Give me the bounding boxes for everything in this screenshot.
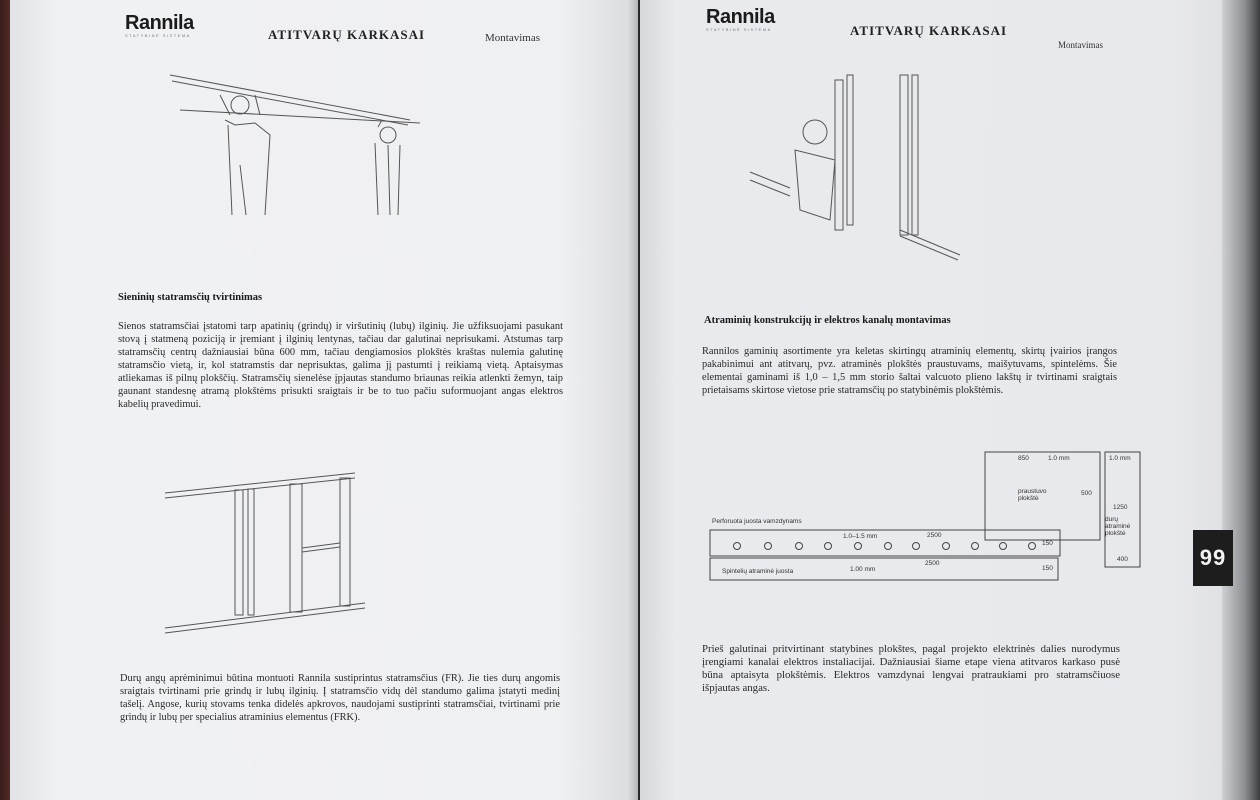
header-section: Montavimas [1058, 40, 1103, 50]
perforated-strip-end: 150 [1042, 540, 1053, 547]
cabinet-strip-thickness: 1.00 mm [850, 566, 876, 573]
cabinet-strip-end: 150 [1042, 565, 1053, 572]
body-paragraph-1: Sienos statramsčiai įstatomi tarp apatinių (grindų) ir viršutinių (lubų) ilginių. Jie užfiksuojami pasukant stovą į statmeną poziciją ir įremiant į ilginių lentynas, tačiau dar galutinai neprisukami. Atstumas tarp statramsčių centrų dažniausiai būna 600 mm, tačiau dengiamosios plokštės kraštas nulemia galutinę statramsčio vietą, ir, kol statramstis dar neprisuktas, galima jį pastumti į reikiamą vietą. Aptaisymas atliekamas iš pilnų plokščių. Statramsčių sienelėse įpjautas standumo briaunas reikia atlenkti žemyn, taip gaunant standesnę atramą plokštėms prisukti sraigtais ir be to tuo pačiu suformuojant angas elektros kabelių pravedimui. [118, 321, 563, 410]
basin-plate-label: praustuvo plokštė [1018, 488, 1047, 502]
rannila-logo: Rannila STATYBINĖ SISTEMA [706, 6, 775, 32]
basin-plate-thickness: 1.0 mm [1048, 455, 1070, 462]
worker-stud-illustration [750, 70, 970, 260]
basin-plate-height: 500 [1081, 490, 1092, 497]
left-page [10, 0, 638, 800]
page-number-tab: 99 [1193, 530, 1233, 586]
cabinet-strip-label: Spintelių atraminė juosta [722, 568, 794, 575]
perforated-strip-length: 2500 [927, 532, 942, 539]
perforated-strip-label: Perforuota juosta vamzdynams [712, 518, 802, 525]
body-paragraph-2: Durų angų aprėminimui būtina montuoti Rannila sustiprintus statramsčius (FR). Jie ties durų angomis sraigtais tvirtinami prie grindų ir lubų ilginių. Į statramsčio vidų dėl standumo galima įstatyti medinį tašelį. Angose, kurių stovams tenka didelės apkrovos, naudojami sustiprinti statramsčiai, tvirtinami prie grindų ir lubų per specialius atraminius elementus (FRK). [120, 673, 560, 723]
basin-plate-width: 850 [1018, 455, 1029, 462]
workers-illustration [160, 65, 430, 225]
door-plate-width: 400 [1117, 556, 1128, 563]
door-plate-thickness: 1.0 mm [1109, 455, 1131, 462]
page-edge [1222, 0, 1260, 800]
rannila-logo: Rannila STATYBINĖ SISTEMA [125, 12, 194, 38]
door-plate-label: durų atraminė plokštė [1105, 516, 1131, 537]
header-section: Montavimas [485, 32, 540, 44]
right-page [640, 0, 1230, 800]
header-title: ATITVARŲ KARKASAI [268, 27, 426, 42]
body-paragraph-2: Prieš galutinai pritvirtinant statybines plokštes, pagal projekto elektrinės dalies nurodymus įrengiami kanalai elektros instaliacijai. Dažniausiai šiame etape viena atitvaros karkaso pusė būna aptaisyta plokštėmis. Elektros vamzdynai lengvai pratraukiami pro statramsčiuose išpjautas angas. [702, 643, 1120, 694]
perforated-strip-thickness: 1.0–1.5 mm [843, 533, 878, 540]
section-heading: Atraminių konstrukcijų ir elektros kanalų montavimas [704, 315, 951, 326]
door-plate-height: 1250 [1113, 504, 1128, 511]
section-heading: Sieninių statramsčių tvirtinimas [118, 292, 263, 303]
body-paragraph-1: Rannilos gaminių asortimente yra keletas skirtingų atraminių elementų, skirtų įvairios įrangos pakabinimui ant atitvarų, pvz. atraminės plokštės praustuvams, maišytuvams, spintelėms. Šie elementai gaminami iš 1,0 – 1,5 mm storio šaltai valcuoto plieno lakštų ir tvirtinami sraigtais prietaisams skirtose vietose prie statramsčių po statybinėmis plokštėmis. [702, 346, 1117, 396]
wall-frame-illustration [160, 468, 375, 638]
header-title: ATITVARŲ KARKASAI [850, 23, 1008, 38]
cabinet-strip-length: 2500 [925, 560, 940, 567]
